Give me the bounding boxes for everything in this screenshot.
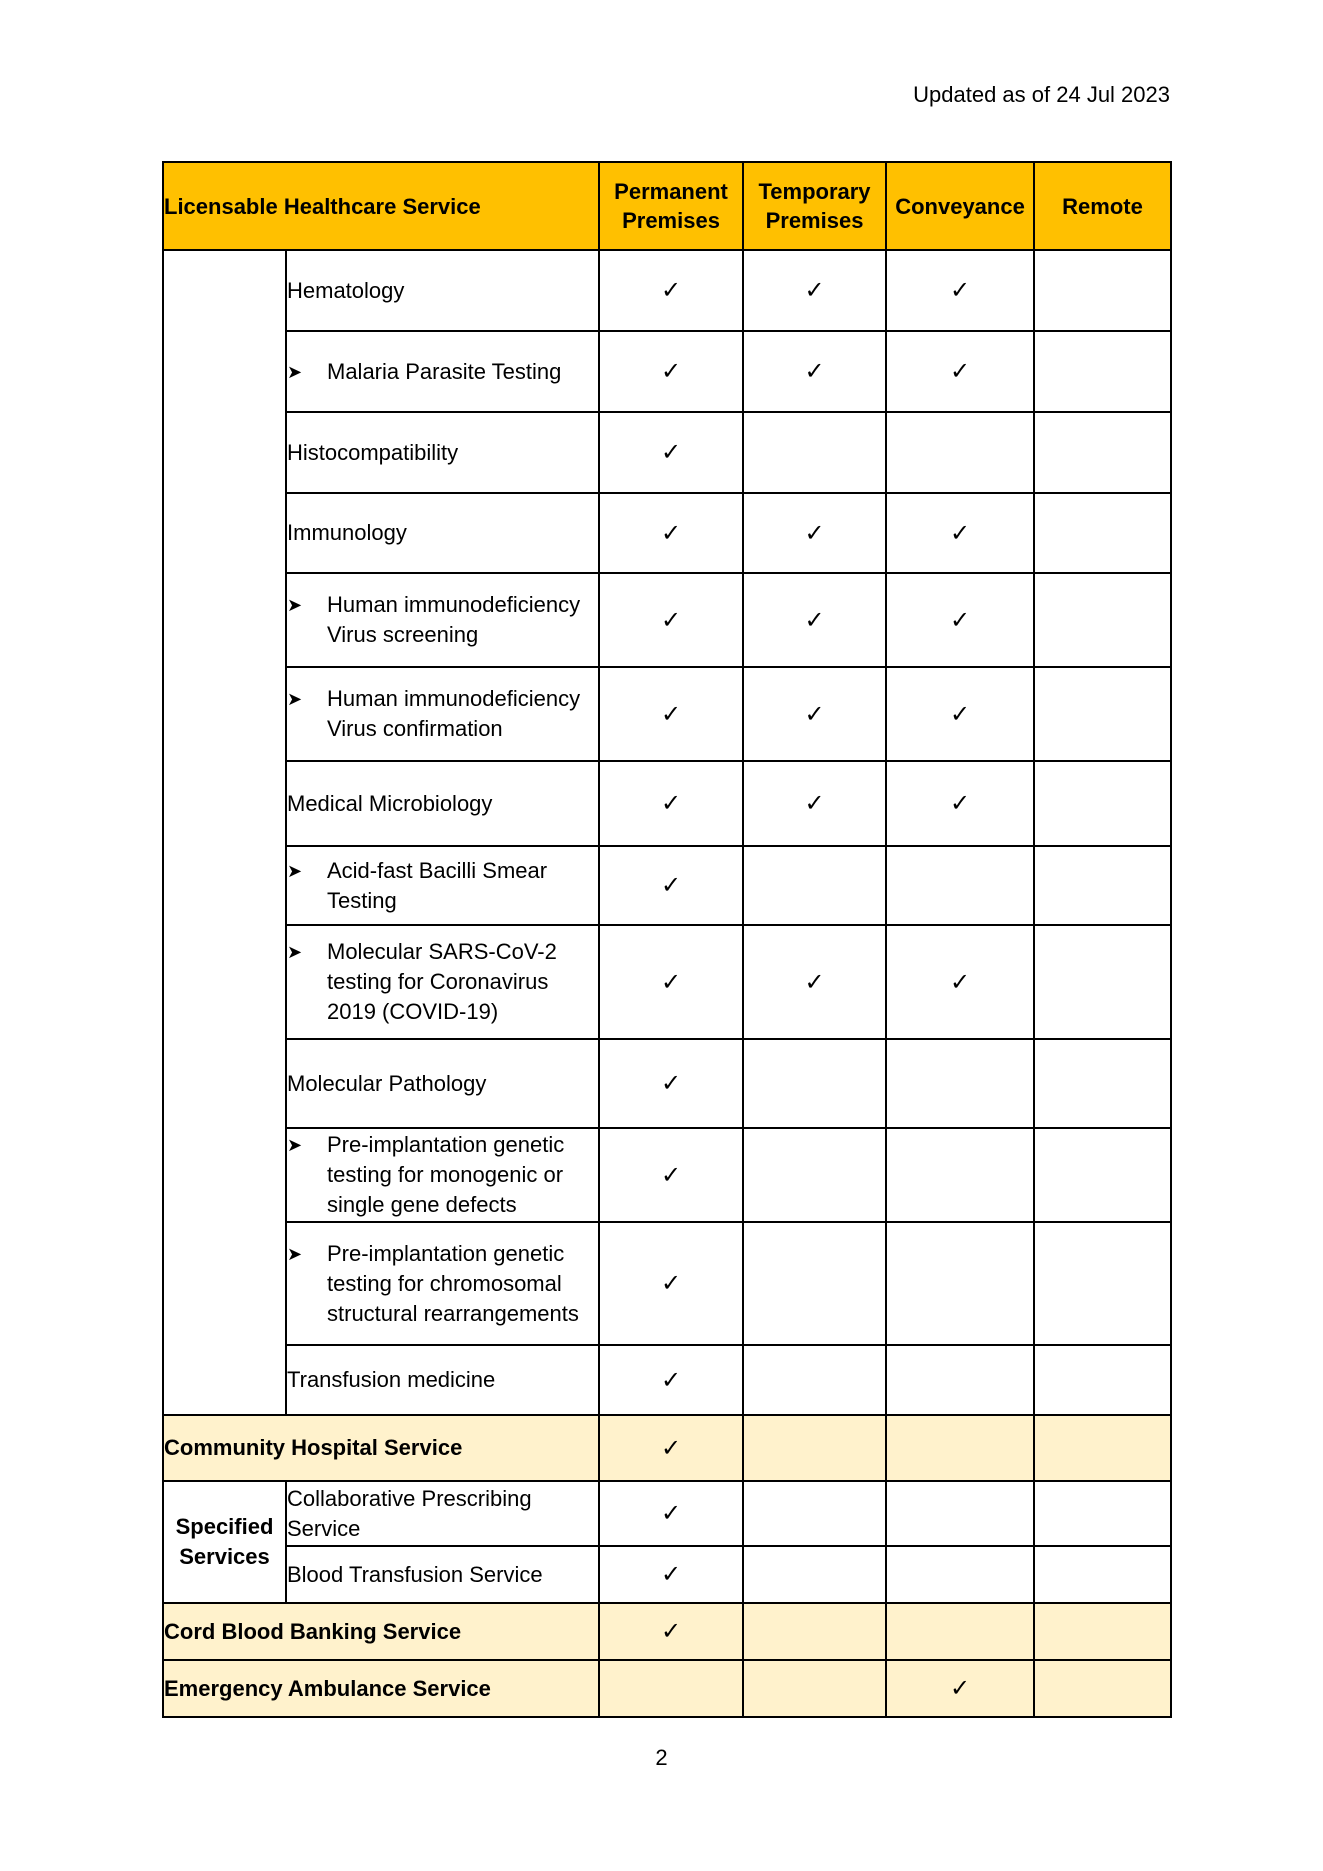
check-remote [1034,1128,1171,1222]
check-permanent: ✓ [599,925,743,1039]
check-permanent: ✓ [599,331,743,412]
check-remote [1034,1481,1171,1546]
check-permanent: ✓ [599,761,743,846]
table-row [163,1546,1171,1603]
table-row [163,573,1171,667]
check-temporary: ✓ [743,493,886,573]
check-conveyance [886,1039,1034,1128]
table-row [163,1128,1171,1222]
check-conveyance [886,1603,1034,1660]
check-conveyance: ✓ [886,761,1034,846]
table-row-emergency-ambulance [163,1660,1171,1717]
check-conveyance [886,846,1034,925]
check-remote [1034,1415,1171,1481]
arrow-bullet-icon: ➤ [287,1135,303,1155]
header-temporary-premises: Temporary Premises [743,162,886,250]
check-temporary [743,846,886,925]
service-name: ➤ Malaria Parasite Testing [286,331,599,412]
header-permanent-premises: Permanent Premises [599,162,743,250]
check-remote [1034,1603,1171,1660]
table-row [163,493,1171,573]
check-remote [1034,412,1171,493]
header-service: Licensable Healthcare Service [163,162,599,250]
table-row [163,250,1171,331]
check-remote [1034,925,1171,1039]
service-name: Collaborative Prescribing Service [286,1481,599,1546]
check-temporary [743,1128,886,1222]
service-name: Molecular Pathology [286,1039,599,1128]
check-permanent: ✓ [599,573,743,667]
check-permanent [599,1660,743,1717]
check-conveyance [886,1345,1034,1415]
check-conveyance: ✓ [886,925,1034,1039]
service-name: Immunology [286,493,599,573]
arrow-bullet-icon: ➤ [287,1243,303,1264]
check-permanent: ✓ [599,1603,743,1660]
check-permanent: ✓ [599,1222,743,1345]
table-row [163,1481,1171,1546]
service-name: Transfusion medicine [286,1345,599,1415]
check-remote [1034,331,1171,412]
check-conveyance [886,1481,1034,1546]
arrow-bullet-icon: ➤ [287,595,303,615]
check-remote [1034,667,1171,761]
check-remote [1034,1222,1171,1345]
header-conveyance: Conveyance [886,162,1034,250]
check-temporary [743,1603,886,1660]
service-name: Blood Transfusion Service [286,1546,599,1603]
table-row [163,1222,1171,1345]
table-row [163,1345,1171,1415]
table-row-cord-blood [163,1603,1171,1660]
check-permanent: ✓ [599,412,743,493]
table-header-row [163,162,1171,250]
check-conveyance [886,1128,1034,1222]
check-remote [1034,573,1171,667]
check-conveyance: ✓ [886,573,1034,667]
check-temporary [743,412,886,493]
check-conveyance: ✓ [886,250,1034,331]
check-remote [1034,846,1171,925]
check-remote [1034,761,1171,846]
check-permanent: ✓ [599,1128,743,1222]
service-name: ➤ Acid-fast Bacilli Smear Testing [286,846,599,925]
table-row-community-hospital [163,1415,1171,1481]
check-permanent: ✓ [599,1481,743,1546]
check-permanent: ✓ [599,667,743,761]
check-permanent: ✓ [599,1345,743,1415]
table-row [163,761,1171,846]
arrow-bullet-icon: ➤ [287,942,303,962]
table-row [163,1039,1171,1128]
service-name: ➤ Pre-implantation genetic testing for monogenic or single gene defects [286,1128,599,1222]
table-row [163,412,1171,493]
check-temporary: ✓ [743,573,886,667]
check-remote [1034,1345,1171,1415]
service-name: ➤ Molecular SARS-CoV-2 testing for Coronavirus 2019 (COVID-19) [286,925,599,1039]
check-remote [1034,1660,1171,1717]
table-row [163,925,1171,1039]
service-name: Hematology [286,250,599,331]
check-permanent: ✓ [599,250,743,331]
check-permanent: ✓ [599,493,743,573]
arrow-bullet-icon: ➤ [287,689,303,709]
check-temporary [743,1546,886,1603]
service-name: ➤ Human immunodeficiency Virus confirmation [286,667,599,761]
check-conveyance [886,412,1034,493]
arrow-bullet-icon: ➤ [287,361,303,382]
service-name: Cord Blood Banking Service [163,1603,599,1660]
check-remote [1034,250,1171,331]
table-row [163,331,1171,412]
check-temporary: ✓ [743,761,886,846]
check-conveyance [886,1415,1034,1481]
check-permanent: ✓ [599,1546,743,1603]
check-conveyance: ✓ [886,667,1034,761]
check-temporary: ✓ [743,250,886,331]
check-temporary [743,1660,886,1717]
service-name: Community Hospital Service [163,1415,599,1481]
check-permanent: ✓ [599,1039,743,1128]
header-remote: Remote [1034,162,1171,250]
licensable-services-table [162,161,1172,1718]
table-row [163,667,1171,761]
specified-services-label: Specified Services [163,1481,286,1603]
check-temporary [743,1481,886,1546]
check-conveyance: ✓ [886,493,1034,573]
check-permanent: ✓ [599,1415,743,1481]
check-remote [1034,1546,1171,1603]
check-permanent: ✓ [599,846,743,925]
page-number: 2 [655,1745,668,1770]
check-temporary [743,1345,886,1415]
check-remote [1034,1039,1171,1128]
check-temporary [743,1039,886,1128]
service-name: ➤ Human immunodeficiency Virus screening [286,573,599,667]
check-temporary [743,1222,886,1345]
lab-group-cell [163,250,286,1415]
service-name: ➤ Pre-implantation genetic testing for chromosomal structural rearrangements [286,1222,599,1345]
check-remote [1034,493,1171,573]
check-conveyance [886,1546,1034,1603]
service-name: Medical Microbiology [286,761,599,846]
check-conveyance: ✓ [886,1660,1034,1717]
check-temporary [743,1415,886,1481]
check-conveyance: ✓ [886,331,1034,412]
service-name: Emergency Ambulance Service [163,1660,599,1717]
table-row [163,846,1171,925]
check-temporary: ✓ [743,331,886,412]
updated-date: Updated as of 24 Jul 2023 [913,82,1170,107]
check-temporary: ✓ [743,667,886,761]
service-name: Histocompatibility [286,412,599,493]
arrow-bullet-icon: ➤ [287,860,303,881]
check-temporary: ✓ [743,925,886,1039]
check-conveyance [886,1222,1034,1345]
